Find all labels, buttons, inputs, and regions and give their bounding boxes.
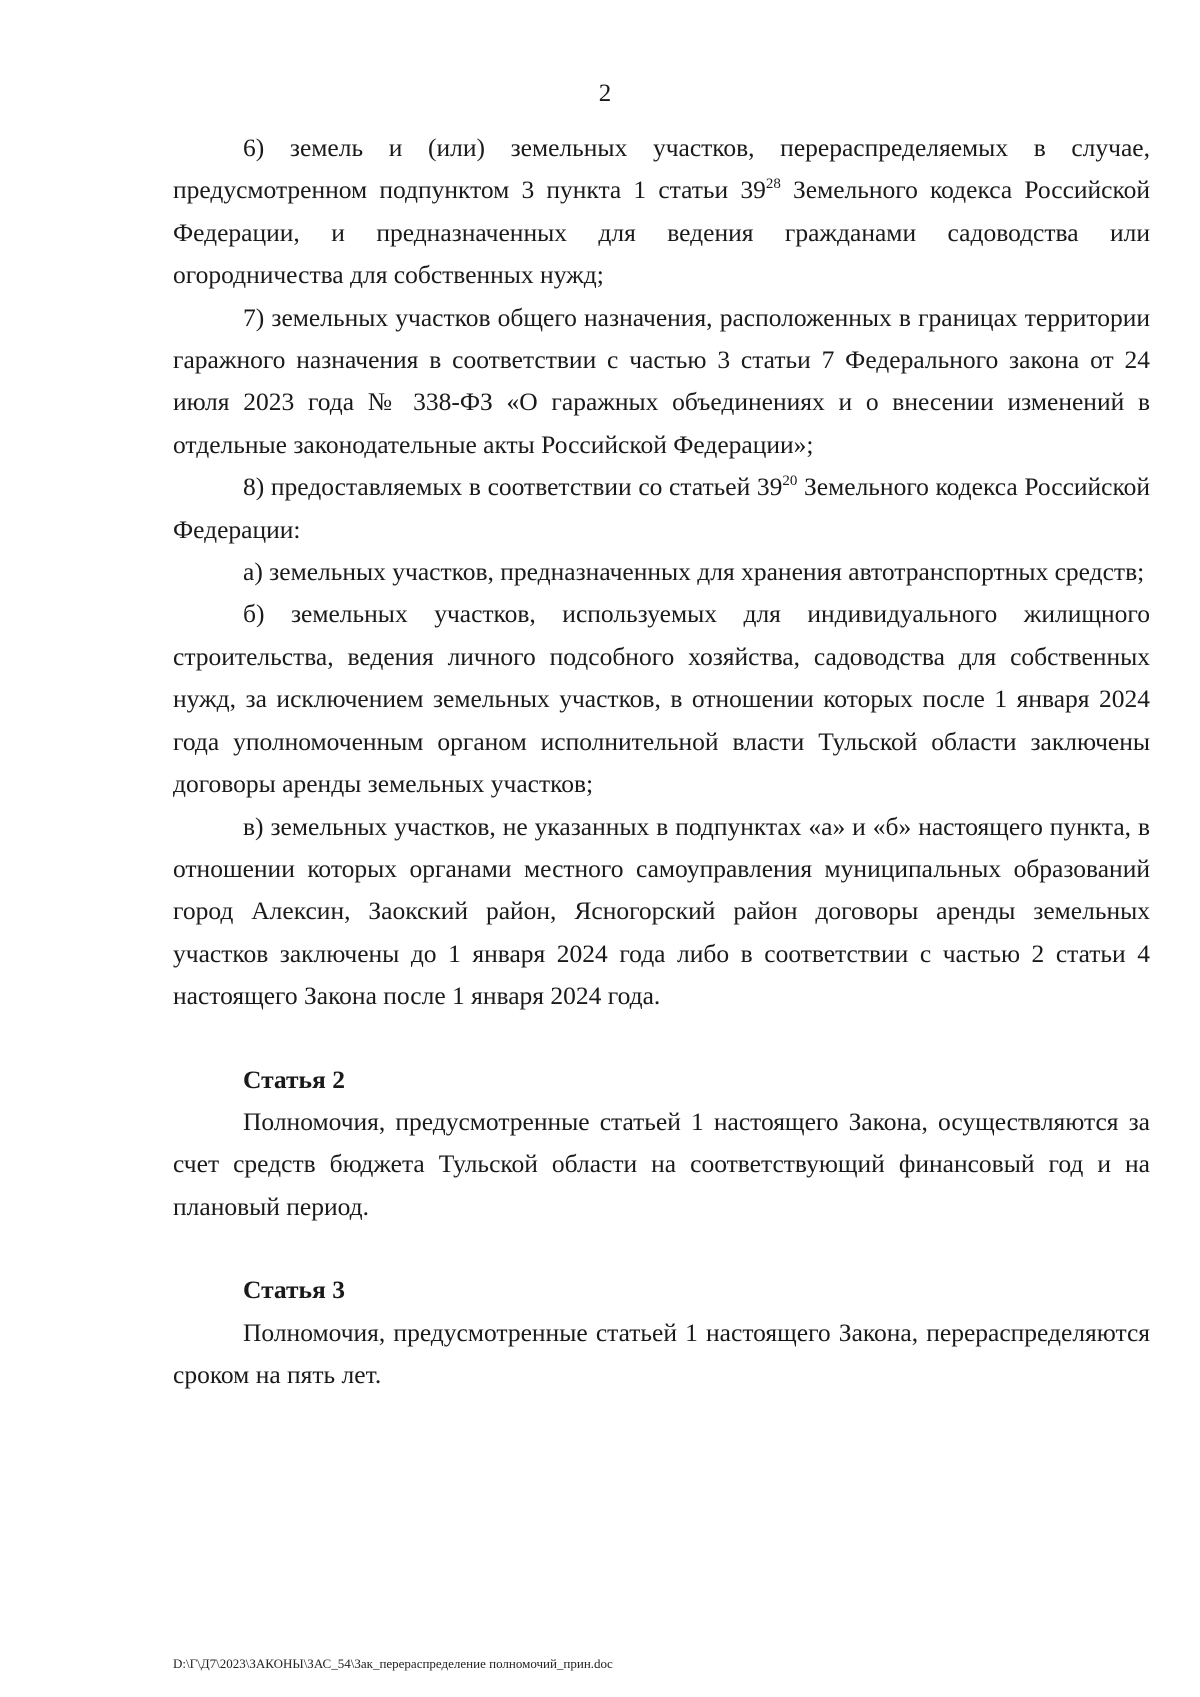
article-2-heading: Статья 2 <box>243 1064 345 1094</box>
list-item-8a: а) земельных участков, предназначенных для хранения автотранспортных средств; <box>243 557 1145 587</box>
item-6-text: 6) земель и (или) земельных участков, перераспределяемых в случае, предусмотренном подпунктом 3 пункта 1 статьи 39 <box>173 133 1150 205</box>
file-path-footer: D:\Г\Д7\2023\ЗАКОНЫ\ЗАС_54\Зак_перераспределение полномочий_прин.doc <box>173 1656 613 1671</box>
page-number: 2 <box>598 80 612 107</box>
item-6-text-cont: Земельного кодекса Российской Федерации, и предназначенных для ведения гражданами садоводства или огородничества для собственных нужд; <box>173 175 1150 290</box>
item-8-text-cont: Земельного кодекса Российской Федерации: <box>173 472 1150 544</box>
list-item-8v: в) земельных участков, не указанных в подпунктах «а» и «б» настоящего пункта, в отношении которых органами местного самоуправления муниципальных образований город Алексин, Заокский район, Ясногорский район договоры аренды земельных участков заключены до 1 января 2024 года либо в соответствии с частью 2 статьи 4 настоящего Закона после 1 января 2024 года. <box>173 811 1150 1011</box>
list-item-6 <box>173 127 1150 297</box>
list-item-8b: б) земельных участков, используемых для индивидуального жилищного строительства, ведения личного подсобного хозяйства, садоводства для собственных нужд, за исключением земельных участков, в отношении которых после 1 января 2024 года уполномоченным органом исполнительной власти Тульской области заключены договоры аренды земельных участков; <box>173 599 1150 799</box>
article-3-text: Полномочия, предусмотренные статьей 1 настоящего Закона, перераспределяются сроком на пять лет. <box>173 1317 1150 1389</box>
item-8-superscript: 20 <box>782 473 798 490</box>
list-item-8 <box>173 466 1150 551</box>
article-2-text: Полномочия, предусмотренные статьей 1 настоящего Закона, осуществляются за счет средств бюджета Тульской области на соответствующий финансовый год и на плановый период. <box>173 1106 1150 1221</box>
spacer <box>173 1018 1150 1059</box>
item-6-superscript: 28 <box>765 176 781 193</box>
document-body <box>173 127 1150 1396</box>
list-item-7: 7) земельных участков общего назначения, расположенных в границах территории гаражного назначения в соответствии с частью 3 статьи 7 Федерального закона от 24 июля 2023 года № 338-ФЗ «О гаражных объединениях и о внесении изменений в отдельные законодательные акты Российской Федерации»; <box>173 302 1150 459</box>
spacer <box>173 1228 1150 1269</box>
item-8-text: 8) предоставляемых в соответствии со статьей 39 <box>243 472 783 502</box>
article-3-heading: Статья 3 <box>243 1275 345 1305</box>
